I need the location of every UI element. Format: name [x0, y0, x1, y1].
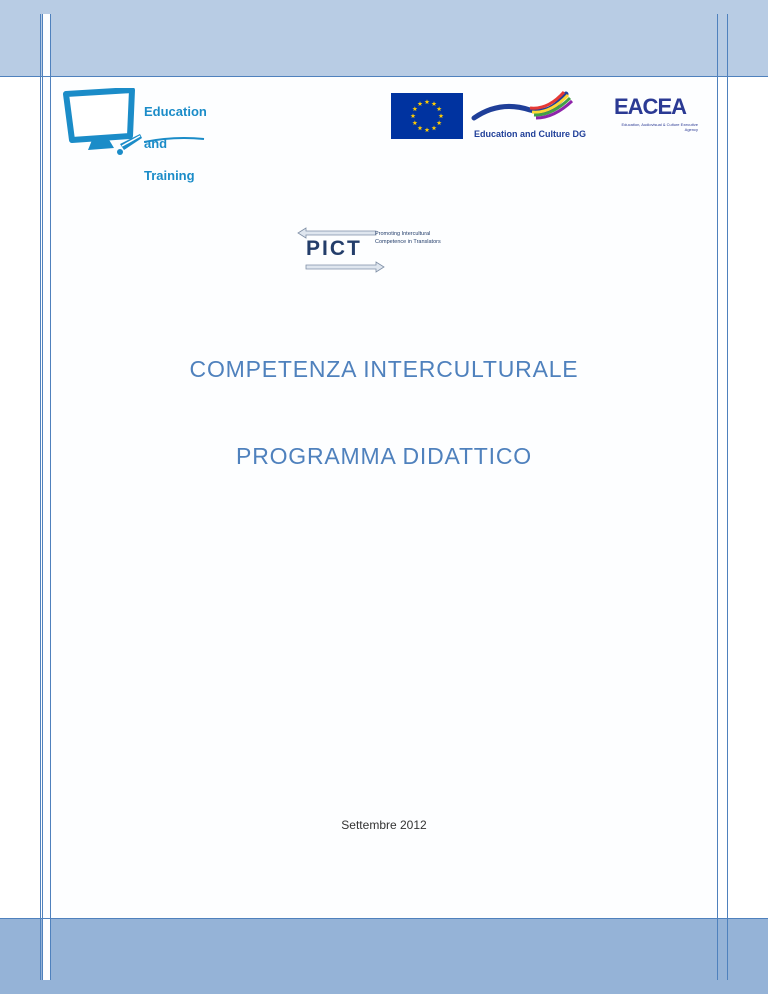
pict-logo: [296, 225, 486, 275]
rainbow-wing-icon: [470, 88, 590, 128]
pict-caption: Promoting Intercultural Competence in Translators: [375, 231, 441, 245]
border-line-right-inner: [717, 14, 718, 980]
border-line-left-outer: [40, 14, 41, 980]
eacea-wordmark: EACEA: [614, 94, 687, 119]
page-title-line-2: PROGRAMMA DIDATTICO: [236, 443, 532, 469]
logo-line-education: Education: [144, 104, 207, 119]
dg-caption: Education and Culture DG: [474, 129, 587, 139]
logo-line-training: Training: [144, 168, 195, 183]
header-band-inner: [51, 14, 717, 76]
page-title-line-1: COMPETENZA INTERCULTURALE: [189, 356, 579, 382]
eacea-caption: Education, Audiovisual & Culture Executive Agency: [621, 122, 698, 132]
footer-band-inner: [51, 919, 717, 980]
header-divider: [0, 76, 768, 77]
swoosh-icon: [144, 134, 206, 144]
eacea-logo: [612, 94, 698, 142]
eu-flag-logo: [391, 93, 463, 139]
border-line-right-outer: [727, 14, 728, 980]
publication-date: Settembre 2012: [341, 818, 427, 832]
education-culture-dg-logo: [470, 88, 590, 144]
eu-flag-icon: [391, 93, 463, 139]
pict-wordmark: PICT: [306, 237, 362, 260]
computer-icon: [62, 88, 144, 163]
logo-line-and: and: [144, 136, 168, 151]
education-training-logo: [62, 88, 212, 183]
footer-divider: [0, 918, 768, 919]
border-line-left-inner: [50, 14, 51, 980]
